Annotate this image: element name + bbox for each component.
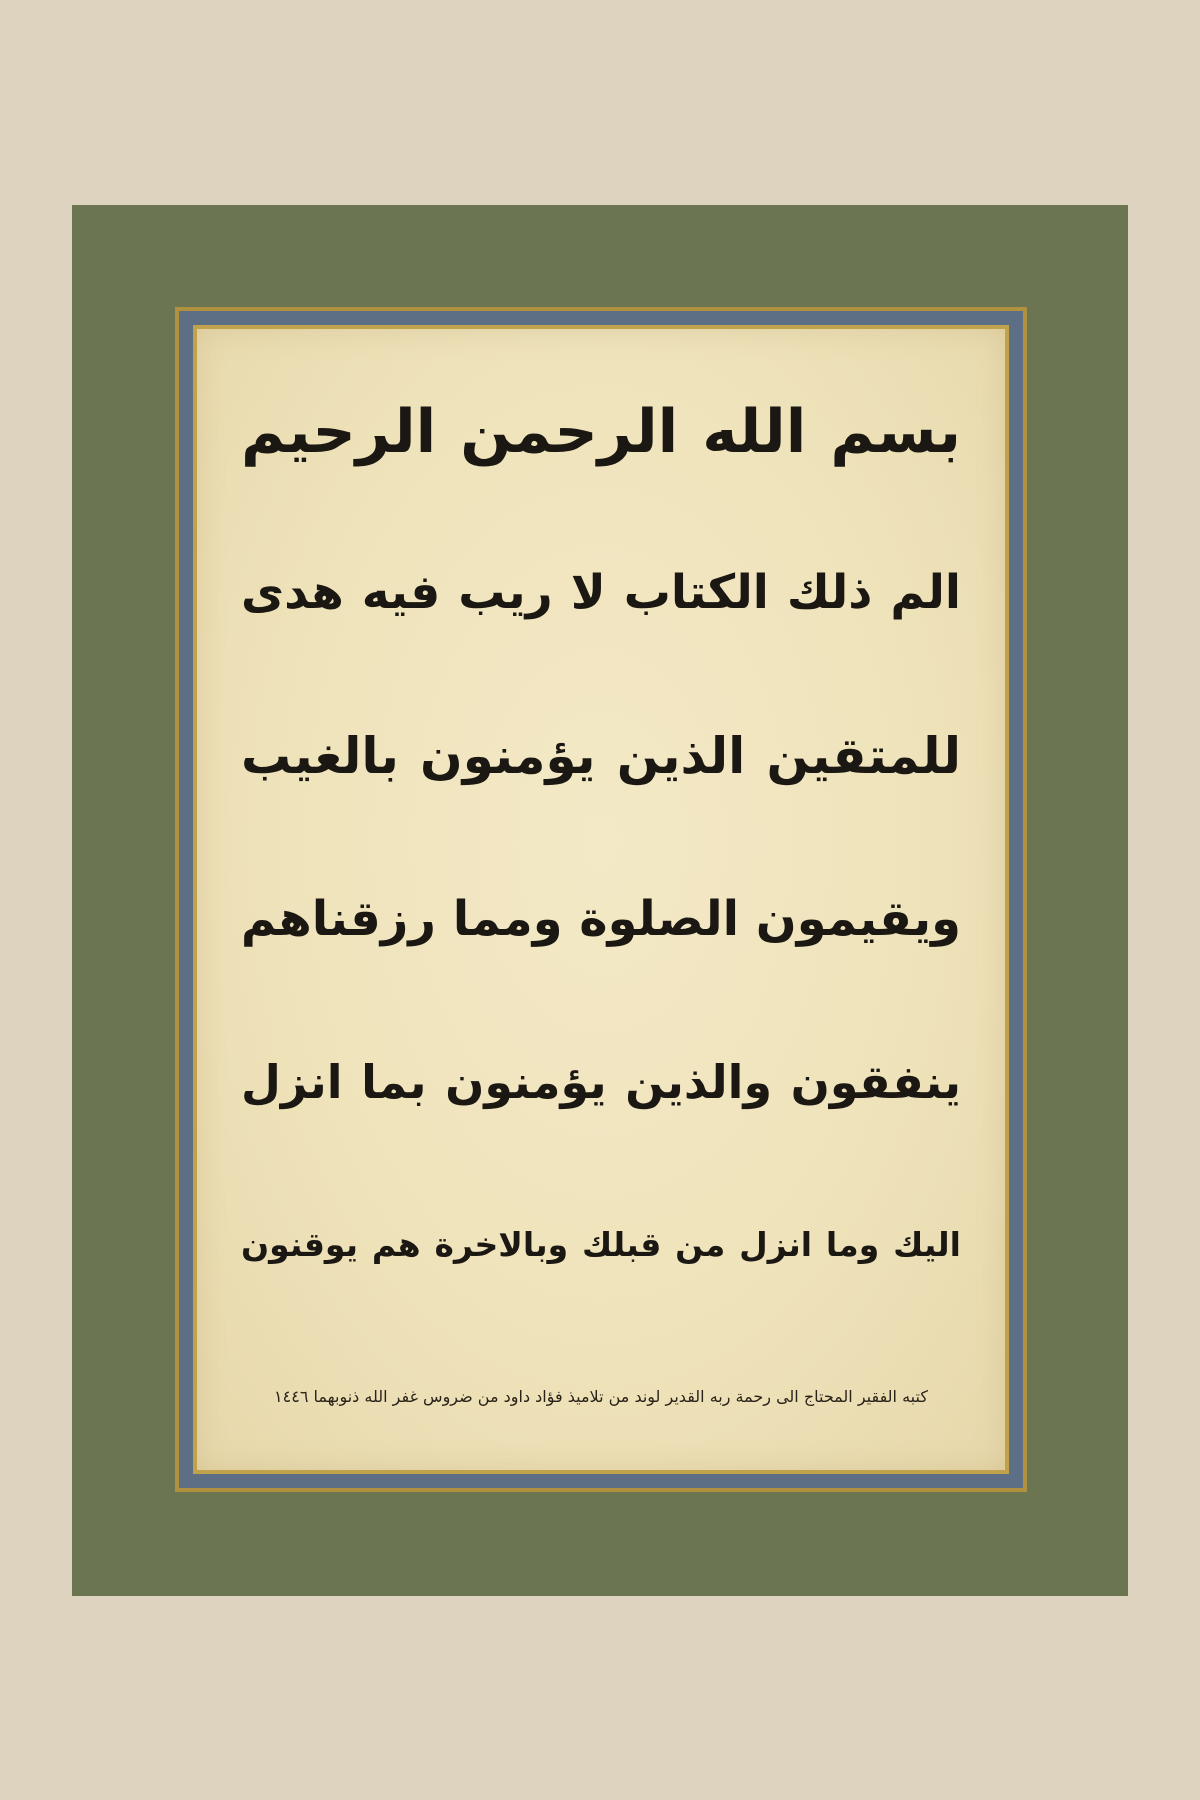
calligraphy-line-3: للمتقين الذين يؤمنون بالغيب [241, 727, 961, 785]
calligraphy-panel [197, 329, 1005, 1470]
calligraphy-line-basmala: بسم الله الرحمن الرحيم [241, 397, 961, 467]
calligraphy-line-2: الم ذلك الكتاب لا ريب فيه هدى [241, 565, 961, 620]
calligraphy-line-4: ويقيمون الصلوة ومما رزقناهم [240, 891, 961, 947]
calligraphy-line-5: ينفقون والذين يؤمنون بما انزل [241, 1055, 961, 1109]
calligraphy-line-6: اليك وما انزل من قبلك وبالاخرة هم يوقنون [241, 1225, 961, 1264]
colophon-signature: كتبه الفقير المحتاج الى رحمة ربه القدير لوند من تلاميذ فؤاد داود من ضروس غفر الله ذنوبهما ١٤٤٦ [274, 1387, 928, 1406]
